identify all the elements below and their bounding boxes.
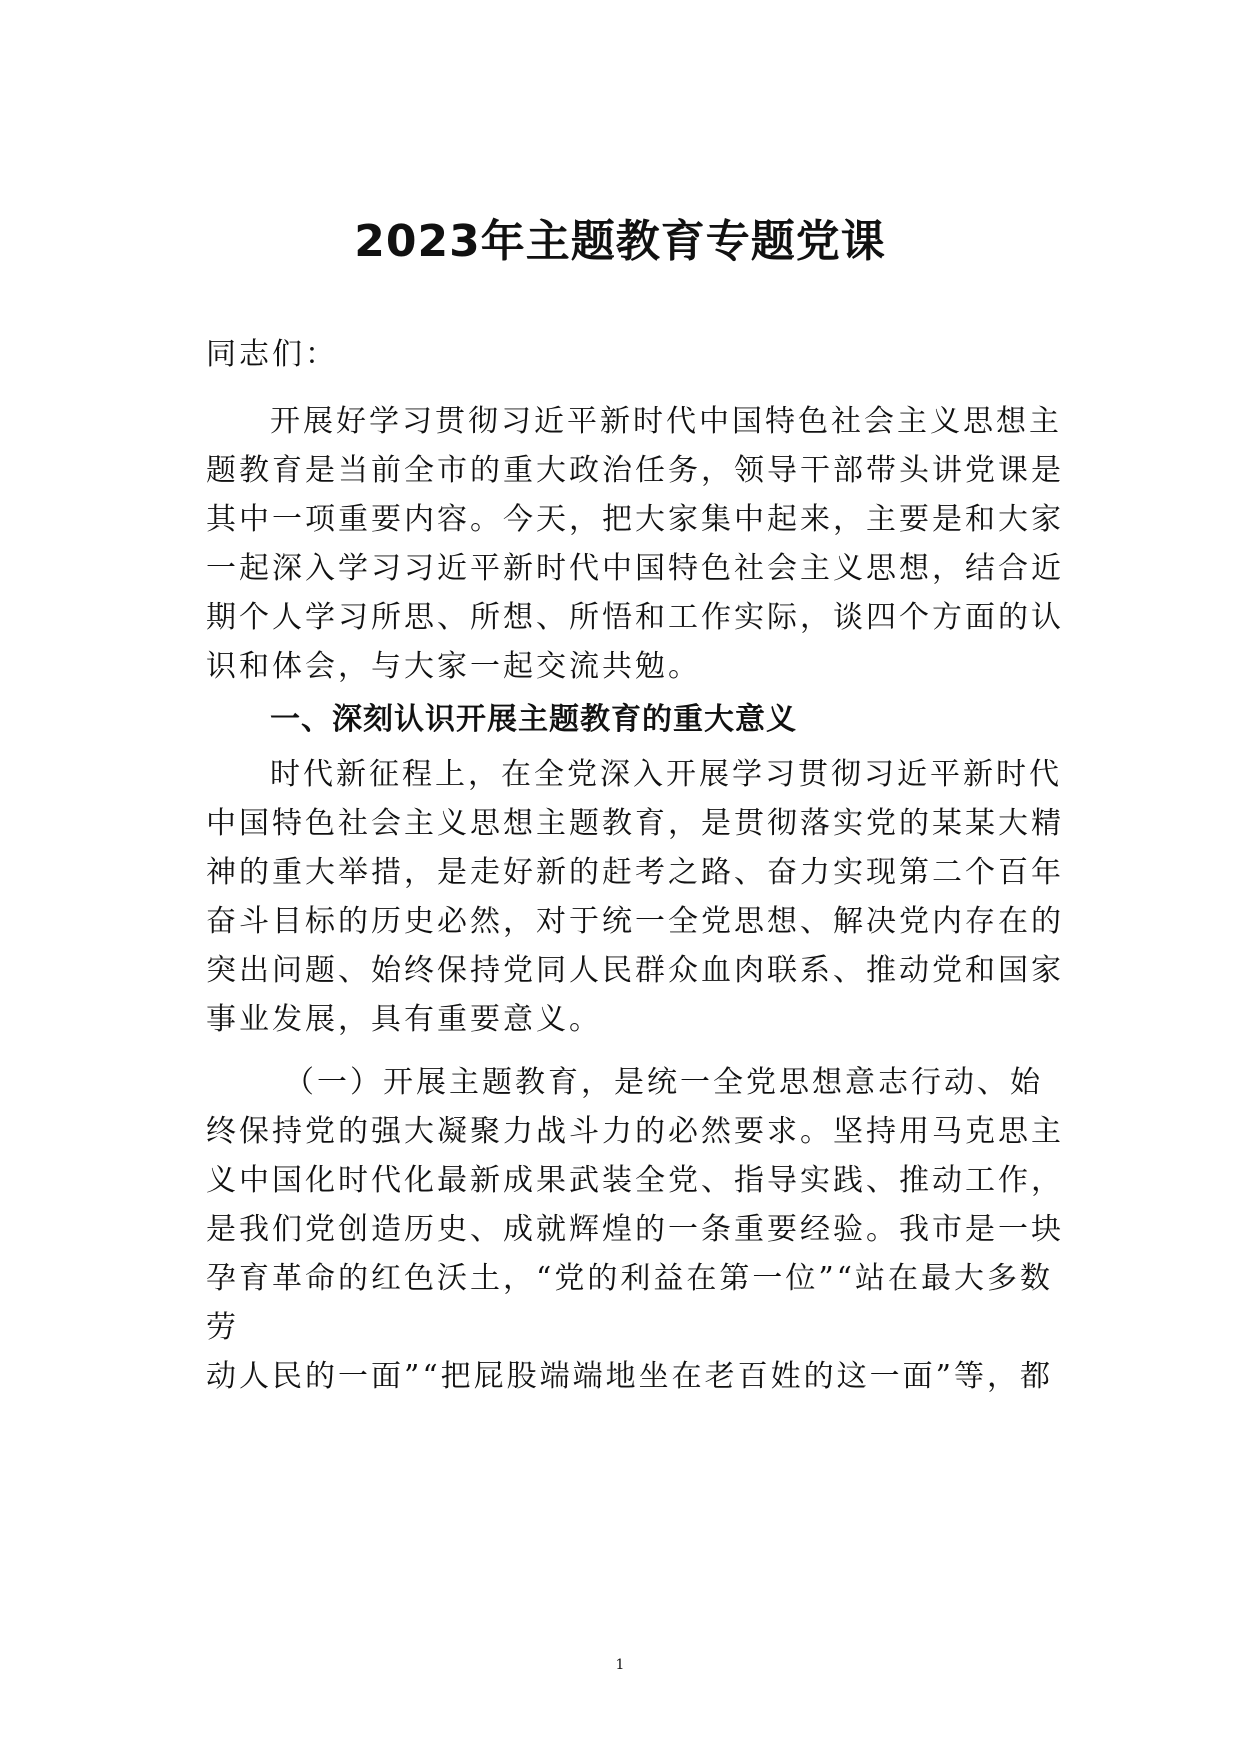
- document-body: [206, 330, 1066, 1401]
- subsection-paragraph: （一）开展主题教育，是统一全党思想意志行动、始终保持党的强大凝聚力战斗力的必然要求。坚持用马克思主义中国化时代化最新成果武装全党、指导实践、推动工作，是我们党创造历史、成就辉煌的一条重要经验。我市是一块孕育革命的红色沃土，“党的利益在第一位”“站在最大多数劳: [206, 1065, 1064, 1345]
- intro-paragraph: 开展好学习贯彻习近平新时代中国特色社会主义思想主题教育是当前全市的重大政治任务，领导干部带头讲党课是其中一项重要内容。今天，把大家集中起来，主要是和大家一起深入学习习近平新时代中国特色社会主义思想，结合近期个人学习所思、所想、所悟和工作实际，谈四个方面的认识和体会，与大家一起交流共勉。: [206, 404, 1064, 684]
- section-heading: 一、深刻认识开展主题教育的重大意义: [270, 702, 797, 737]
- section-paragraph: 时代新征程上，在全党深入开展学习贯彻习近平新时代中国特色社会主义思想主题教育，是贯彻落实党的某某大精神的重大举措，是走好新的赶考之路、奋力实现第二个百年奋斗目标的历史必然，对于统一全党思想、解决党内存在的突出问题、始终保持党同人民群众血肉联系、推动党和国家事业发展，具有重要意义。: [206, 757, 1064, 1037]
- subsection-continuation: 动人民的一面”“把屁股端端地坐在老百姓的这一面”等，都: [206, 1359, 1054, 1394]
- salutation: 同志们：: [206, 337, 338, 372]
- page-number: 1: [615, 1657, 625, 1673]
- document-title: 2023年主题教育专题党课: [354, 216, 886, 267]
